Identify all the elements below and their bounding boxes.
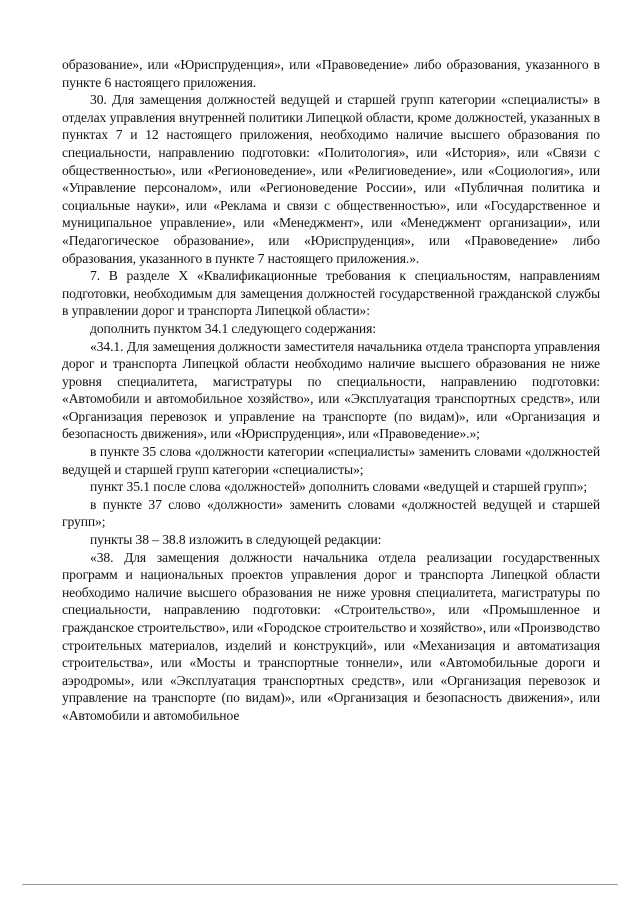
paragraph-item-38: «38. Для замещения должности начальника отдела реализации государственных программ и национальных проектов управления дорог и транспорта Липецкой области необходимо наличие высшего образования не ниже уровня специалитета, магистратуры по специальности, направлению подготовки: «Строительство», или «Промышленное и гражданское строительство», или «Городское строительство и хозяйство», или «Производство строительных материалов, изделий и конструкций», или «Механизация и автоматизация строительства», или «Мосты и транспортные тоннели», или «Автомобильные дороги и аэродромы», или «Эксплуатация транспортных средств», или «Организация перевозок и управление на транспорте (по видам)», или «Организация и безопасность движения», или «Автомобили и автомобильное: [62, 549, 600, 723]
paragraph-item-34-1: «34.1. Для замещения должности заместителя начальника отдела транспорта управления дорог и транспорта Липецкой области необходимо наличие высшего образования не ниже уровня специалитета, магистратуры по специальности, направлению подготовки: «Автомобили и автомобильное хозяйство», или «Эксплуатация транспортных средств», или «Организация перевозок и управление на транспорте (по видам)», или «Организация и безопасность движения», или «Юриспруденция», или «Правоведение».»;: [62, 338, 600, 442]
page-bottom-divider: [22, 884, 618, 885]
document-page: [62, 56, 600, 725]
paragraph-items-38: пункты 38 – 38.8 изложить в следующей редакции:: [90, 532, 382, 548]
paragraph-item-35-1: пункт 35.1 после слова «должностей» дополнить словами «ведущей и старшей групп»;: [90, 479, 588, 495]
paragraph-add-34-1: дополнить пунктом 34.1 следующего содержания:: [90, 320, 376, 336]
paragraph-item-30: 30. Для замещения должностей ведущей и старшей групп категории «специалисты» в отделах управления внутренней политики Липецкой области, кроме должностей, указанных в пунктах 7 и 12 настоящего приложения, необходимо наличие высшего образования по специальности, направлению подготовки: «Политология», или «История», или «Связи с общественностью», или «Регионоведение», или «Религиоведение», или «Социология», или «Управление персоналом», или «Регионоведение России», или «Публичная политика и социальные науки», или «Реклама и связи с общественностью», или «Государственное и муниципальное управление», или «Менеджмент», или «Менеджмент организации», или «Педагогическое образование», или «Юриспруденция», или «Правоведение» либо образования, указанного в пункте 7 настоящего приложения.».: [62, 92, 600, 266]
paragraph-item-37: в пункте 37 слово «должности» заменить словами «должностей ведущей и старшей групп»;: [62, 496, 600, 530]
paragraph-item-7: 7. В разделе X «Квалификационные требования к специальностям, направлениям подготовки, необходимым для замещения должностей государственной гражданской службы в управлении дорог и транспорта Липецкой области»:: [62, 268, 600, 319]
paragraph-item-35: в пункте 35 слова «должности категории «специалисты» заменить словами «должностей ведущей и старшей групп категории «специалисты»;: [62, 444, 600, 477]
paragraph-continuation: образование», или «Юриспруденция», или «Правоведение» либо образования, указанного в пункте 6 настоящего приложения.: [62, 57, 600, 90]
